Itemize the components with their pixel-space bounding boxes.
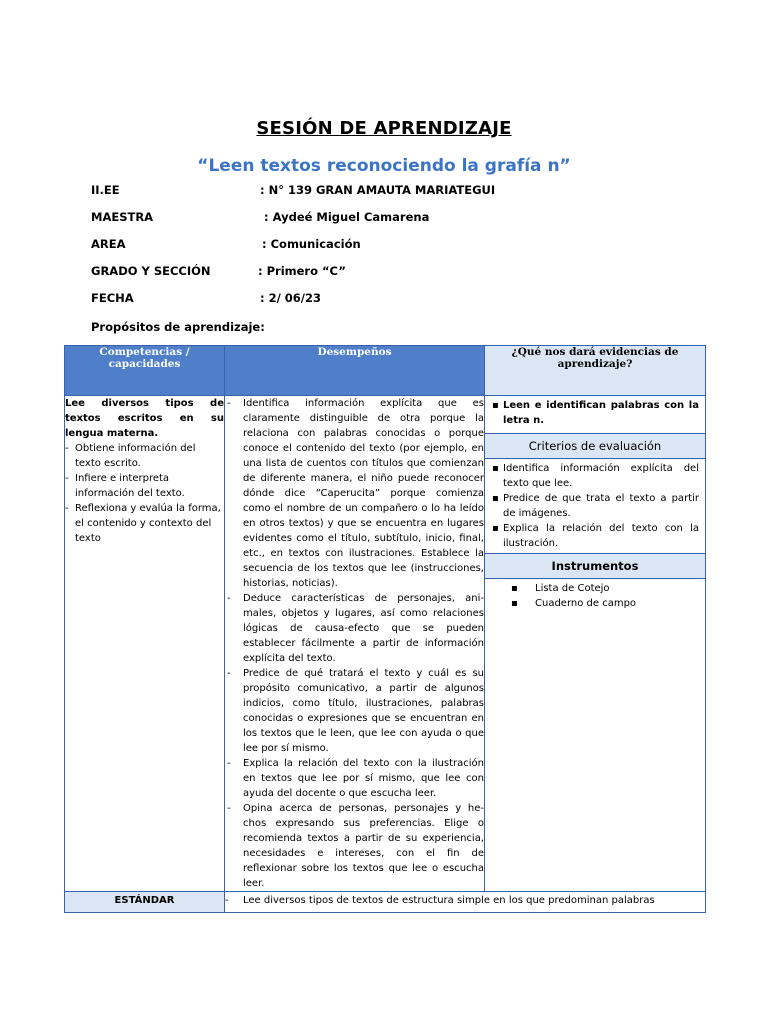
list-item: ▪ Predice de que trata el texto a partir de imágenes. bbox=[491, 491, 699, 521]
instrumentos-title: Instrumentos bbox=[485, 554, 705, 579]
criterios-section bbox=[485, 459, 705, 554]
list-item: ▪ Explica la relación del texto con la ilustración. bbox=[491, 521, 699, 551]
list-item: - Explica la relación del texto con la ilustración en textos que lee por sí mismo, que lee con ayuda del docente o que escucha leer. bbox=[225, 756, 484, 801]
desempenos-cell bbox=[225, 396, 485, 892]
session-subtitle: “Leen textos reconociendo la grafía n” bbox=[197, 156, 571, 176]
list-item: - Identifica información explícita que es claramente distinguible de otra porque la relaciona con palabras conocidas o porque conoce el contenido del texto (por ejemplo, en una lista de cuentos con títulos que comienzan de diferente manera, el niño puede reconocer dónde dice “Caperucita” porque comienza como el nombre de un compañero o lo ha leído en otros textos) y que se encuentra en lugares evidentes como el título, subtítulo, inicio, final, etc., en textos con ilustraciones. Establece la secuencia de los textos que lee (instrucciones, historias, noticias). bbox=[225, 396, 484, 591]
estandar-text: Lee diversos tipos de textos de estructura simple en los que predominan palabras bbox=[243, 895, 655, 906]
info-label: AREA bbox=[91, 237, 126, 251]
competencias-cell bbox=[65, 396, 225, 892]
evidencias-cell bbox=[485, 396, 706, 892]
list-item: - Reflexiona y evalúa la forma, el contenido y contexto del texto bbox=[65, 501, 224, 546]
table-header-row bbox=[65, 346, 706, 396]
info-label: GRADO Y SECCIÓN bbox=[91, 264, 211, 278]
list-item: - Obtiene información del texto escrito. bbox=[65, 441, 224, 471]
header-evidencias: ¿Qué nos dará evidencias de aprendizaje? bbox=[485, 346, 706, 396]
header-desempenos: Desempeños bbox=[225, 346, 485, 396]
capacidades-list bbox=[65, 441, 224, 546]
dash-bullet: - bbox=[225, 895, 229, 906]
instrumentos-list bbox=[485, 579, 705, 611]
purpose-label: Propósitos de aprendizaje: bbox=[91, 320, 265, 334]
info-value: : Comunicación bbox=[262, 237, 361, 251]
instrumentos-section bbox=[485, 579, 705, 611]
info-label: FECHA bbox=[91, 291, 134, 305]
evidencia-list bbox=[491, 398, 699, 428]
list-item: ▪ Leen e identifican palabras con la letra n. bbox=[491, 398, 699, 428]
list-item: - Infiere e interpreta información del texto. bbox=[65, 471, 224, 501]
list-item: - Predice de qué tratará el texto y cuál es su propósito comunicativo, a partir de algunos indicios, como título, ilustraciones, palabras conocidas o expresiones que se encuentran en los textos que le leen, que lee con ayuda o que lee por sí mismo. bbox=[225, 666, 484, 756]
estandar-cell bbox=[225, 892, 706, 913]
criterios-title: Criterios de evaluación bbox=[485, 434, 705, 459]
criterios-list bbox=[491, 461, 699, 551]
evidencia-section bbox=[485, 396, 705, 434]
document-title: SESIÓN DE APRENDIZAJE bbox=[256, 118, 512, 139]
list-item: - Deduce características de personajes, ani-males, objetos y lugares, así como relaciones lógicas de causa-efecto que se pueden establecer fácilmente a partir de información explícita del texto. bbox=[225, 591, 484, 666]
info-value: : N° 139 GRAN AMAUTA MARIATEGUI bbox=[260, 183, 496, 197]
list-item: - Opina acerca de personas, personajes y he-chos expresando sus preferencias. Elige o recomienda textos a partir de su experiencia, necesidades e intereses, con el fin de reflexionar sobre los textos que lee o escucha leer. bbox=[225, 801, 484, 891]
competencia-title: Lee diversos tipos de textos escritos en su lengua materna. bbox=[65, 398, 224, 439]
estandar-label: ESTÁNDAR bbox=[65, 892, 225, 913]
list-item: ▪ Lista de Cotejo bbox=[511, 581, 705, 596]
header-competencias: Competencias / capacidades bbox=[65, 346, 225, 396]
info-value: : 2/ 06/23 bbox=[260, 291, 322, 305]
info-label: MAESTRA bbox=[91, 210, 154, 224]
desempenos-list bbox=[225, 396, 484, 891]
estandar-row bbox=[65, 892, 706, 913]
learning-table bbox=[64, 345, 706, 913]
list-item: ▪ Cuaderno de campo bbox=[511, 596, 705, 611]
info-label: II.EE bbox=[91, 183, 120, 197]
info-value: : Aydeé Miguel Camarena bbox=[264, 210, 430, 224]
table-body-row bbox=[65, 396, 706, 892]
info-value: : Primero “C” bbox=[258, 264, 346, 278]
list-item: ▪ Identifica información explícita del texto que lee. bbox=[491, 461, 699, 491]
